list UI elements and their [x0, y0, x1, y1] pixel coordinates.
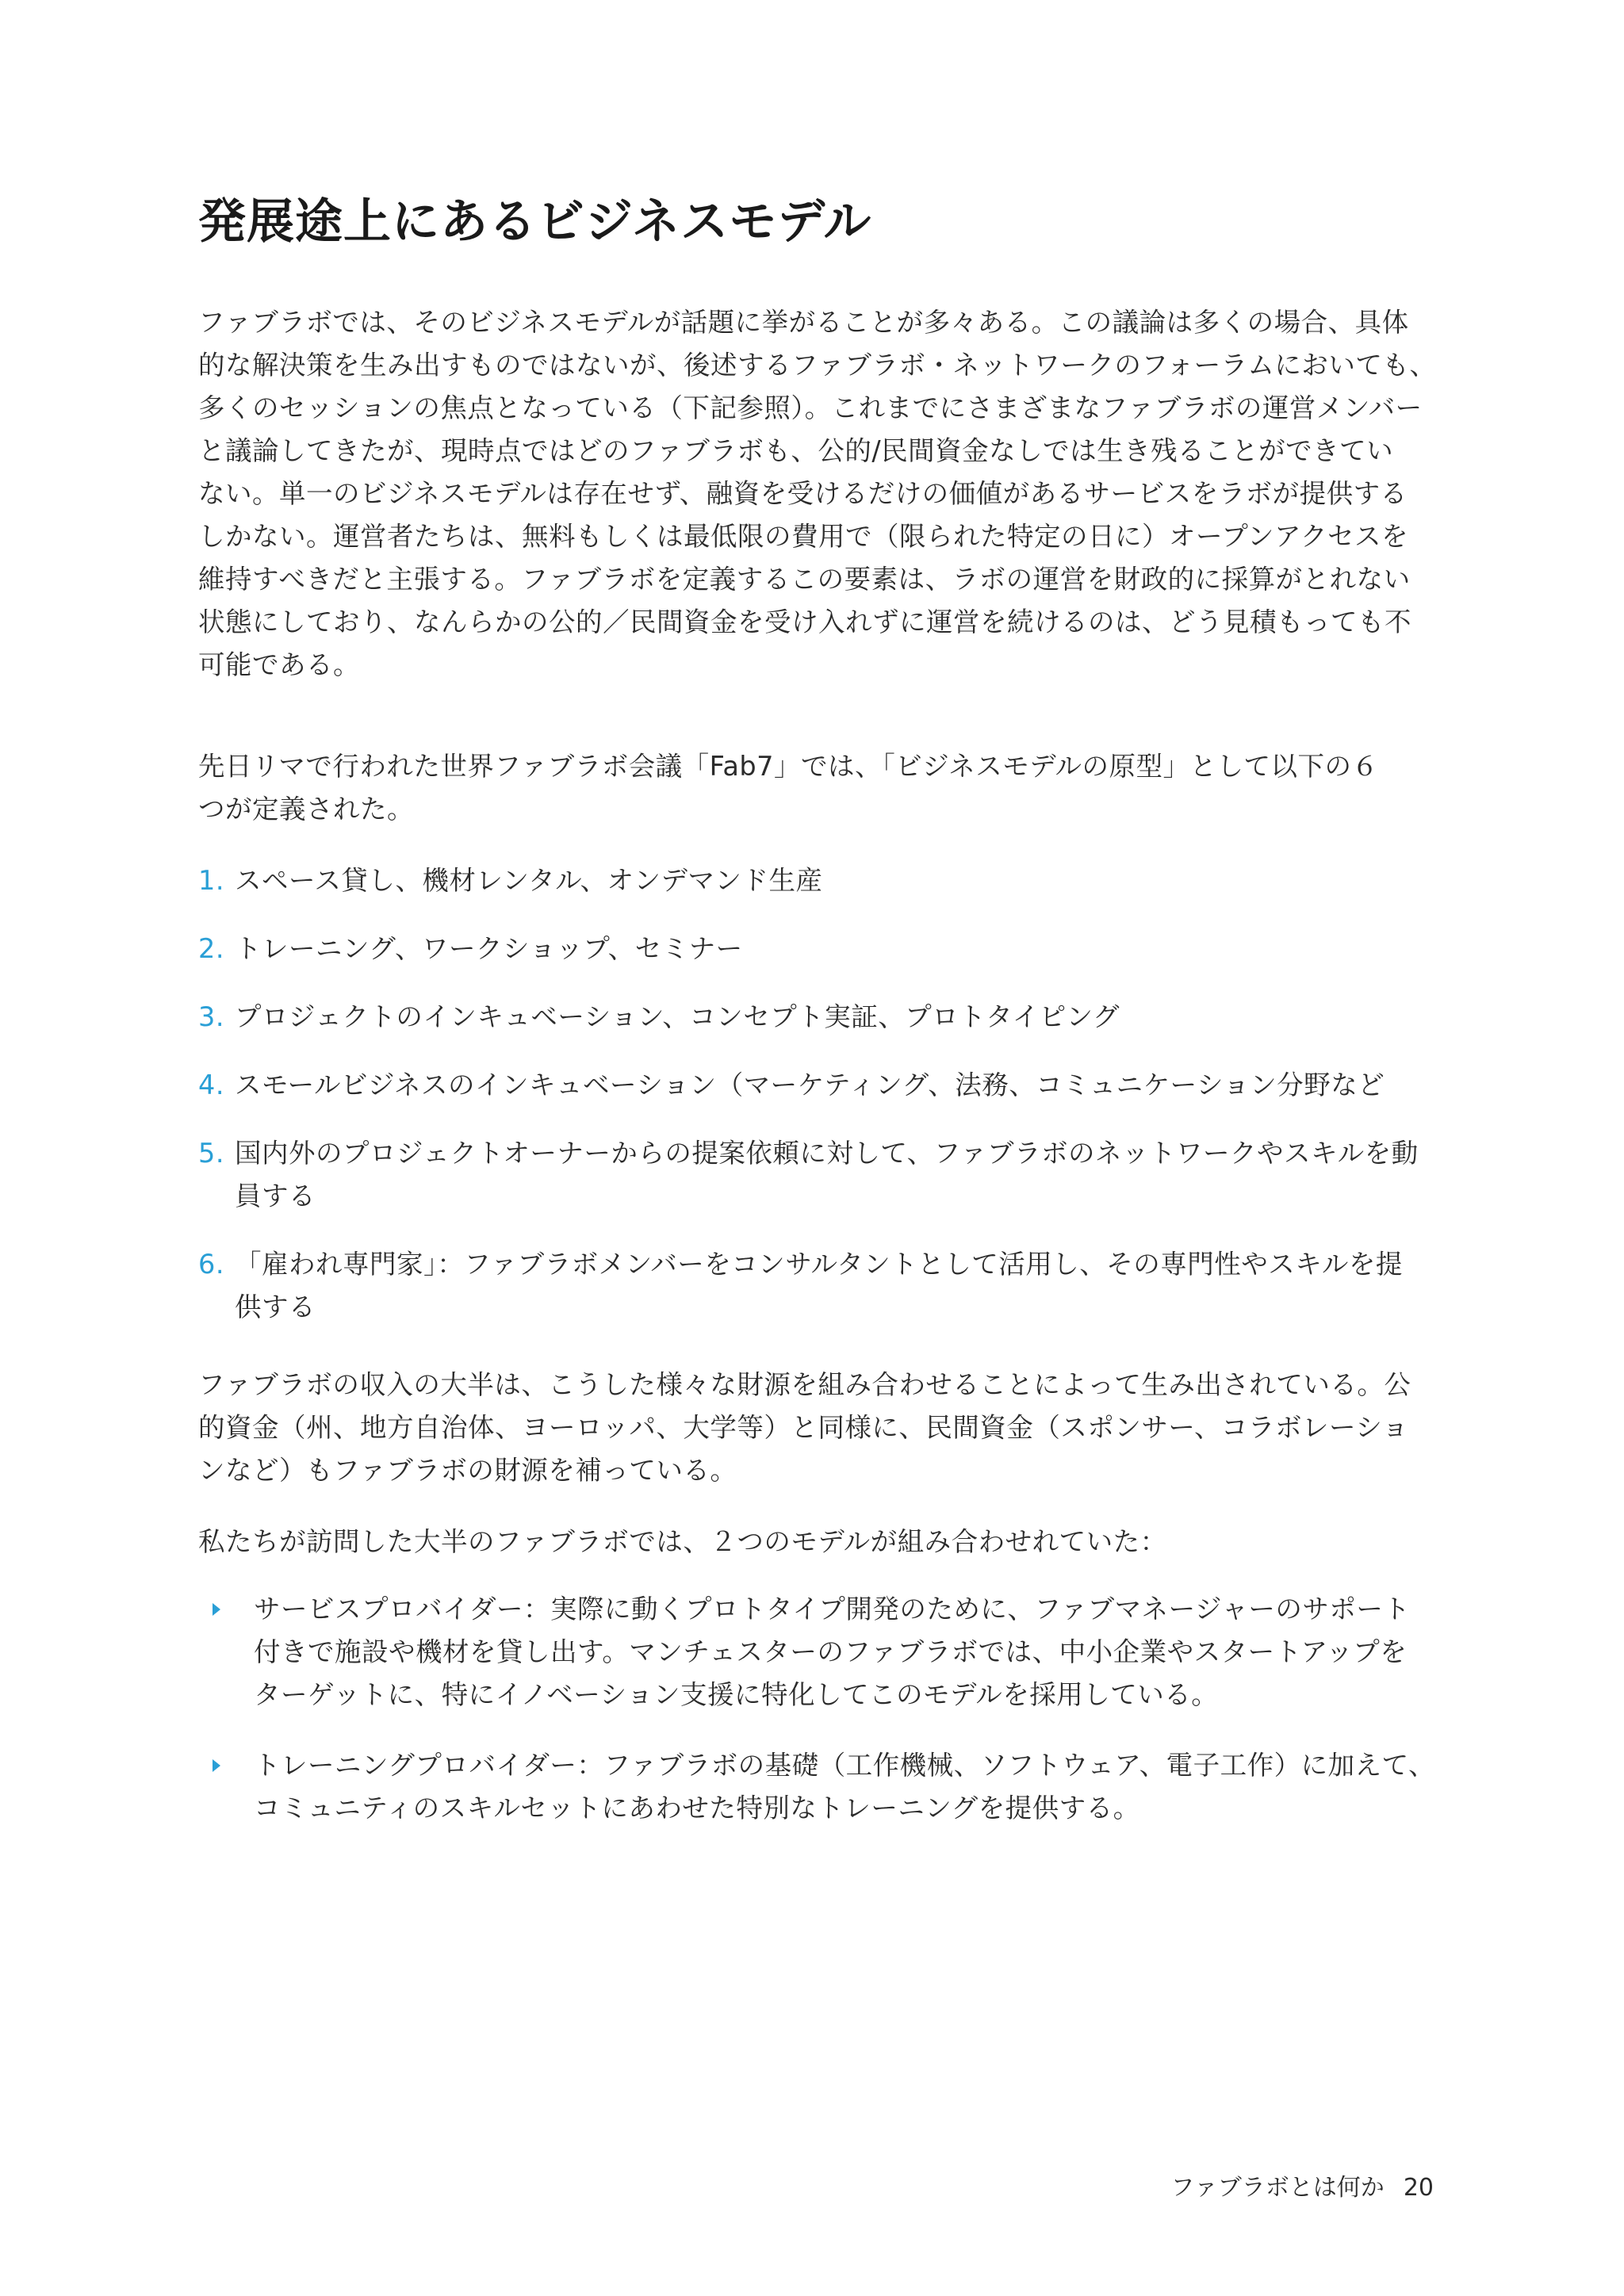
- list-number: 4.: [198, 1070, 224, 1100]
- fab7-paragraph: [198, 745, 1435, 831]
- list-item: [198, 1132, 1435, 1218]
- list-item: [198, 1064, 1435, 1107]
- bullet-item-text: ターゲットに、特にイノベーション支援に特化してこのモデルを採用している。: [254, 1679, 1219, 1710]
- bullet-item-text: サービスプロバイダー：実際に動くプロトタイプ開発のために、ファブマネージャーのサポート: [254, 1594, 1411, 1624]
- paragraph-line: ファブラボでは、そのビジネスモデルが話題に挙がることが多々ある。この議論は多くの場合、具体: [198, 307, 1409, 338]
- page-number: 20: [1403, 2174, 1434, 2202]
- paragraph-line: ファブラボの収入の大半は、こうした様々な財源を組み合わせることによって生み出されている。公: [198, 1369, 1411, 1400]
- paragraph-line: ない。単一のビジネスモデルは存在せず、融資を受けるだけの価値があるサービスをラボが提供する: [198, 478, 1408, 509]
- list-item-text: 「雇われ専門家」：ファブラボメンバーをコンサルタントとして活用し、その専門性やスキルを提: [235, 1249, 1403, 1280]
- list-item-text: スモールビジネスのインキュベーション（マーケティング、法務、コミュニケーション分野など: [235, 1070, 1385, 1100]
- list-item: [198, 1243, 1435, 1329]
- list-item: [198, 928, 1435, 970]
- list-item-text: プロジェクトのインキュベーション、コンセプト実証、プロトタイピング: [235, 1001, 1120, 1032]
- paragraph-line: つが定義された。: [198, 794, 414, 825]
- bullet-item-text: トレーニングプロバイダー：ファブラボの基礎（工作機械、ソフトウェア、電子工作）に加えて、: [254, 1750, 1435, 1781]
- paragraph-line: 先日リマで行われた世界ファブラボ会議「Fab7」では、「ビジネスモデルの原型」として以下の６: [198, 751, 1379, 782]
- bullet-item: [213, 1744, 1434, 1830]
- page-footer: [1170, 2172, 1434, 2204]
- list-number: 1.: [198, 865, 224, 896]
- visited-paragraph: [198, 1521, 1435, 1563]
- paragraph-line: ンなど）もファブラボの財源を補っている。: [198, 1455, 737, 1486]
- triangle-bullet-icon: [213, 1603, 220, 1616]
- list-item-text: 供する: [235, 1292, 316, 1322]
- list-item-text: 員する: [235, 1181, 316, 1211]
- paragraph-line: 状態にしており、なんらかの公的／民間資金を受け入れずに運営を続けるのは、どう見積もっても不: [198, 607, 1411, 637]
- paragraph-line: 的な解決策を生み出すものではないが、後述するファブラボ・ネットワークのフォーラムにおいても、: [198, 350, 1437, 381]
- paragraph-line: と議論してきたが、現時点ではどのファブラボも、公的/民間資金なしでは生き残ることができてい: [198, 435, 1394, 466]
- footer-section-title: ファブラボとは何か: [1170, 2174, 1385, 2202]
- paragraph-line: 私たちが訪問した大半のファブラボでは、２つのモデルが組み合わせれていた：: [198, 1526, 1167, 1557]
- paragraph-line: 維持すべきだと主張する。ファブラボを定義するこの要素は、ラボの運営を財政的に採算がとれない: [198, 564, 1411, 595]
- paragraph-line: 可能である。: [198, 649, 360, 680]
- triangle-bullet-icon: [213, 1759, 220, 1772]
- list-number: 2.: [198, 933, 224, 964]
- list-number: 5.: [198, 1138, 224, 1169]
- page-title: 発展途上にあるビジネスモデル: [198, 194, 872, 250]
- list-number: 3.: [198, 1001, 224, 1032]
- bullet-item-text: コミュニティのスキルセットにあわせた特別なトレーニングを提供する。: [254, 1793, 1140, 1823]
- list-item-text: トレーニング、ワークショップ、セミナー: [235, 933, 743, 964]
- list-item: [198, 996, 1435, 1039]
- list-number: 6.: [198, 1249, 224, 1280]
- list-item-text: スペース貸し、機材レンタル、オンデマンド生産: [235, 865, 823, 896]
- income-paragraph: [198, 1364, 1435, 1492]
- paragraph-line: 多くのセッションの焦点となっている（下記参照）。これまでにさまざまなファブラボの運営メンバー: [198, 392, 1423, 423]
- bullet-item-text: 付きで施設や機材を貸し出す。マンチェスターのファブラボでは、中小企業やスタートアップを: [254, 1636, 1408, 1667]
- paragraph-line: しかない。運営者たちは、無料もしくは最低限の費用で（限られた特定の日に）オープンアクセスを: [198, 521, 1408, 552]
- bullet-item: [213, 1588, 1434, 1716]
- list-item: [198, 859, 1435, 902]
- list-item-text: 国内外のプロジェクトオーナーからの提案依頼に対して、ファブラボのネットワークやスキルを動: [235, 1138, 1419, 1169]
- intro-paragraph: [198, 301, 1435, 687]
- paragraph-line: 的資金（州、地方自治体、ヨーロッパ、大学等）と同様に、民間資金（スポンサー、コラボレーショ: [198, 1412, 1409, 1443]
